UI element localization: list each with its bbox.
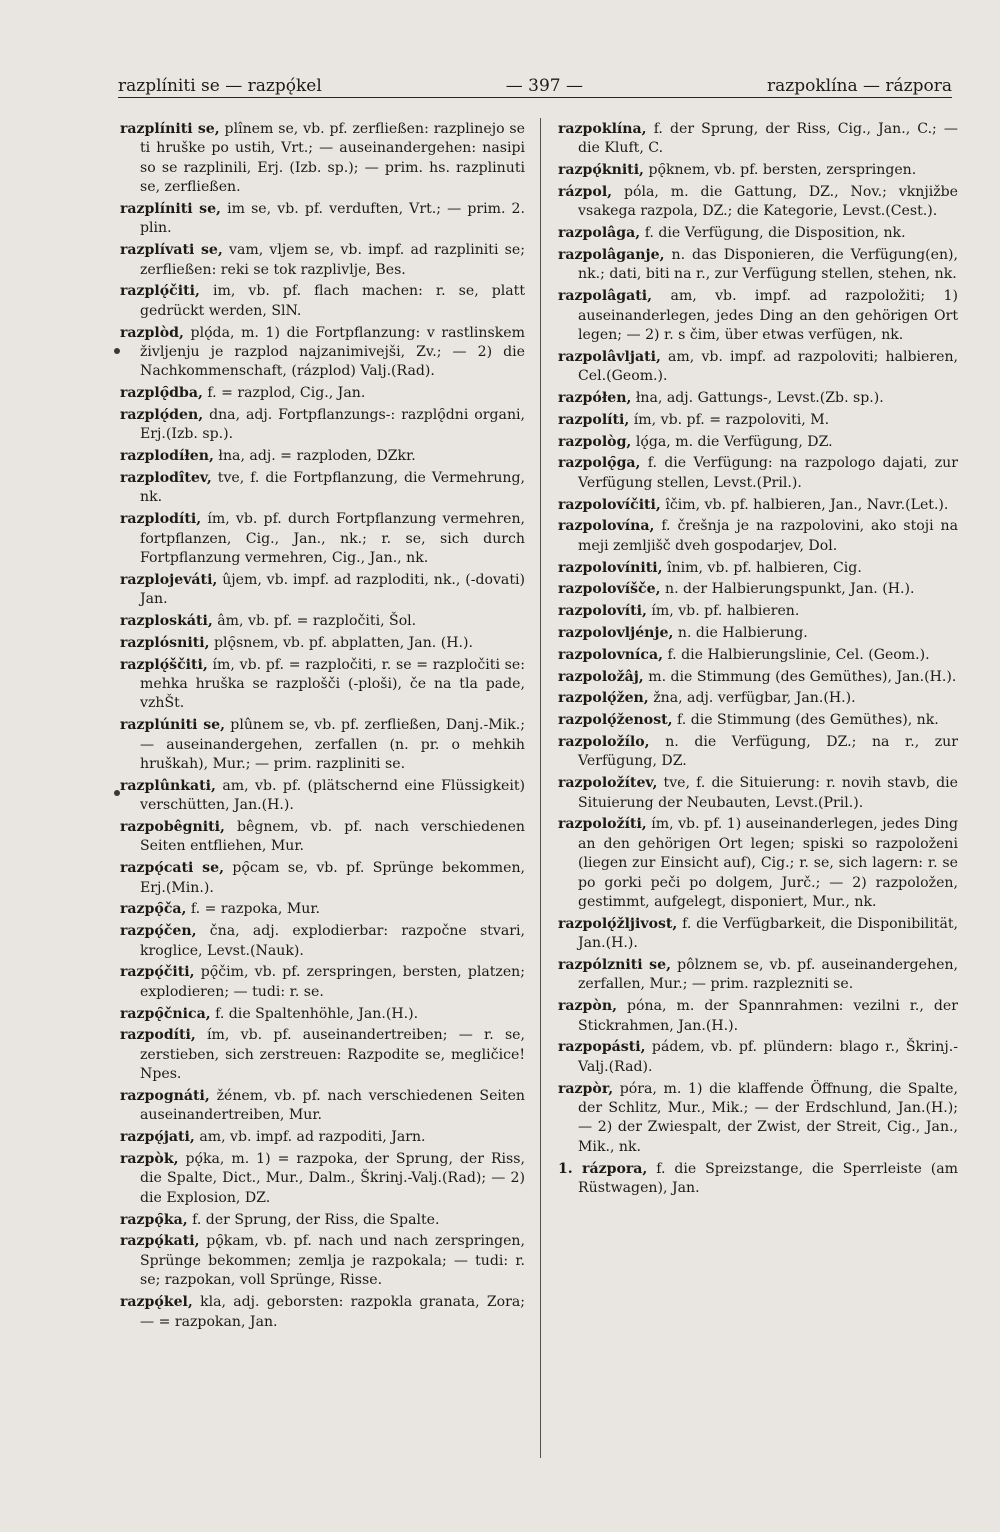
entry-definition: ím, vb. pf. 1) auseinanderlegen, jedes Ding an den gehörigen Ort legen; spiski so razpoloženi (liegen zur Einsicht auf), Cig.; r. se, sich lagern: r. se po gorki peči po dolgem, Jurč.; — 2) razpoložen, gestimmt, aufgelegt, disponiert, Mur., nk. [578, 816, 958, 911]
entry-headword: razpǫ̑ka, [120, 1211, 188, 1228]
dictionary-entry [558, 246, 958, 285]
entry-definition: dna, adj. Fortpflanzungs-: razplǫ̑dni organi, Erj.(Izb. sp.). [140, 407, 526, 443]
dictionary-entry [120, 1026, 525, 1084]
entry-headword: razpółen, [558, 390, 632, 407]
dictionary-entry [558, 287, 958, 345]
entry-definition: f. die Verfügung: na razpologo dajati, zur Verfügung stellen, Levst.(Pril.). [578, 455, 958, 491]
entry-definition: f. črešnja je na razpolovini, ako stoji na meji zemljišč dveh gospodarjev, Dol. [578, 518, 959, 554]
entry-headword: 1. rázpora, [558, 1160, 648, 1177]
dictionary-entry [558, 411, 958, 430]
entry-definition: ím, vb. pf. durch Fortpflanzung vermehren, fortpflanzen, Cig., Jan., nk.; r. se, sich durch Fortpflanzung vermehren, Cig., Jan., nk. [140, 511, 526, 567]
entry-definition: f. die Verfügbarkeit, die Disponibilität, Jan.(H.). [578, 915, 958, 952]
entry-headword: razpǫ́cati se, [120, 860, 224, 877]
entry-definition: pǫ̑knem, vb. pf. bersten, zerspringen. [648, 162, 917, 179]
dictionary-entry [558, 454, 958, 493]
entry-headword: razpolovníca, [558, 646, 663, 663]
entry-definition: im se, vb. pf. verduften, Vrt.; — prim. 2. plin. [140, 201, 525, 237]
entry-headword: razpolǫ́žen, [558, 690, 649, 707]
entry-headword: razpòn, [558, 998, 617, 1015]
entry-definition: f. die Verfügung, die Disposition, nk. [644, 225, 906, 242]
dictionary-entry [120, 241, 525, 280]
entry-headword: razpólzniti se, [558, 957, 671, 974]
entry-headword: razplǫ́ščiti, [120, 656, 208, 673]
entry-definition: ím, vb. pf. = razpoloviti, M. [633, 411, 830, 428]
entry-definition: pôlznem se, vb. pf. auseinandergehen, zerfallen, Mur.; — prim. razplezniti se. [578, 957, 959, 993]
entry-headword: razpǫ́čiti, [120, 964, 195, 981]
entry-definition: im, vb. pf. flach machen: r. se, platt gedrückt werden, SlN. [140, 283, 525, 319]
dictionary-entry [558, 624, 958, 643]
dictionary-entry [558, 689, 958, 708]
entry-headword: razpǫ́kel, [120, 1294, 193, 1311]
header-rule [118, 97, 952, 98]
dictionary-entry [558, 496, 958, 515]
dictionary-entry [558, 183, 958, 222]
entry-headword: razpolovíniti, [558, 559, 663, 576]
entry-definition: f. der Sprung, der Riss, die Spalte. [192, 1211, 440, 1228]
dictionary-entry [558, 348, 958, 387]
dictionary-entry [120, 1005, 525, 1024]
dictionary-entry [558, 915, 958, 954]
dictionary-entry [558, 668, 958, 687]
dictionary-entry [558, 433, 958, 452]
right-column [558, 120, 958, 1201]
entry-headword: razpǫ̑ča, [120, 901, 187, 918]
entry-headword: razplíniti se, [120, 201, 221, 218]
dictionary-entry [120, 282, 525, 321]
dictionary-entry [558, 517, 958, 556]
entry-headword: razplúniti se, [120, 717, 225, 734]
entry-headword: razpǫ́čen, [120, 923, 197, 940]
entry-definition: n. die Halbierung. [677, 625, 808, 641]
entry-headword: razpoložíti, [558, 816, 647, 833]
entry-definition: plînem se, vb. pf. zerfließen: razplinejo se ti hruške po ustih, Vrt.; — auseinandergehen: nasipi so se razplinili, Erj. (Izb. sp.); — prim. hs. razplinuti se, zerfließen. [140, 121, 525, 196]
dictionary-entry [558, 602, 958, 621]
entry-headword: razplodîtev, [120, 470, 212, 487]
entry-definition: f. die Spreizstange, die Sperrleiste (am Rüstwagen), Jan. [578, 1160, 959, 1197]
entry-definition: ím, vb. pf. halbieren. [651, 603, 800, 620]
dictionary-entry [558, 389, 958, 408]
header-right-guideword: razpoklína — rázpora [767, 76, 952, 96]
entry-headword: razpolǫ́ženost, [558, 712, 673, 729]
entry-definition: am, vb. pf. (plätschernd eine Flüssigkeit) verschütten, Jan.(H.). [140, 777, 525, 814]
entry-headword: razpolâganje, [558, 247, 665, 263]
entry-headword: razpobêgniti, [120, 819, 225, 836]
dictionary-entry [120, 120, 525, 198]
entry-definition: ím, vb. pf. auseinandertreiben; — r. se, zerstieben, sich zerstreuen: Razpodite se, megličice! Npes. [140, 1027, 525, 1083]
entry-headword: razpoložítev, [558, 775, 658, 792]
entry-headword: razplodíti, [120, 511, 202, 528]
entry-definition: înim, vb. pf. halbieren, Cig. [666, 559, 862, 576]
entry-definition: am, vb. impf. ad razpoložiti; 1) auseinanderlegen, jedes Ding an den gehörigen Ort legen; — 2) r. s čim, über etwas verfügen, nk. [578, 288, 958, 344]
dictionary-entry [120, 634, 525, 653]
header-left-guideword: razplíniti se — razpǫ́kel [118, 76, 322, 96]
page-number: — 397 — [505, 76, 584, 96]
dictionary-entry [120, 656, 525, 714]
dictionary-entry [120, 1232, 525, 1290]
entry-headword: razpolâvljati, [558, 348, 661, 365]
entry-headword: razpopásti, [558, 1039, 646, 1056]
dictionary-entry [558, 1160, 958, 1199]
entry-definition: žna, adj. verfügbar, Jan.(H.). [653, 690, 856, 707]
entry-headword: razploskáti, [120, 613, 213, 630]
entry-headword: razpolǫ́žljivost, [558, 915, 678, 932]
entry-headword: rázpol, [558, 184, 613, 200]
entry-definition: póra, m. 1) die klaffende Öffnung, die Spalte, der Schlitz, Mur., Mik.; — der Erdschlund, Jan.(H.); — 2) der Zwiespalt, der Zwist, der Streit, Cig., Jan., Mik., nk. [578, 1080, 958, 1155]
entry-definition: pǫ̑čim, vb. pf. zerspringen, bersten, platzen; explodieren; — tudi: r. se. [140, 964, 526, 1000]
entry-headword: razpolovíčiti, [558, 496, 661, 513]
entry-definition: kla, adj. geborsten: razpokla granata, Zora; — = razpokan, Jan. [140, 1294, 526, 1330]
entry-definition: n. das Disponieren, die Verfügung(en), nk.; dati, biti na r., zur Verfügung stellen, stehen, nk. [578, 247, 958, 283]
dictionary-entry [120, 324, 525, 382]
dictionary-entry [120, 612, 525, 631]
dictionary-entry [120, 1293, 525, 1332]
entry-definition: pǫ̑kam, vb. pf. nach und nach zerspringen, Sprünge bekommen; zemlja je razpokala; — tudi: r. se; razpokan, voll Sprünge, Risse. [140, 1233, 525, 1289]
entry-definition: lǫ́ga, m. die Verfügung, DZ. [635, 433, 833, 450]
entry-definition: n. die Verfügung, DZ.; na r., zur Verfügung, DZ. [578, 733, 958, 770]
entry-definition: f. die Stimmung (des Gemüthes), nk. [677, 712, 939, 729]
dictionary-entry [558, 224, 958, 243]
entry-definition: plǫ̑snem, vb. pf. abplatten, Jan. (H.). [213, 634, 473, 651]
dictionary-entry [120, 777, 525, 816]
entry-definition: pǫ́ka, m. 1) = razpoka, der Sprung, der Riss, die Spalte, Dict., Mur., Dalm., Škrinj.-Valj.(Rad); — 2) die Explosion, DZ. [140, 1151, 526, 1206]
entry-headword: razpolovíšče, [558, 581, 661, 598]
entry-headword: razplíniti se, [120, 121, 220, 137]
entry-definition: łna, adj. = razploden, DZkr. [218, 448, 416, 465]
dictionary-entry [558, 815, 958, 912]
entry-headword: razpǫ̑čnica, [120, 1005, 211, 1022]
entry-headword: razplǫ̑dba, [120, 385, 203, 402]
dictionary-entry [120, 716, 525, 774]
entry-definition: póna, m. der Spannrahmen: vezilni r., der Stickrahmen, Jan.(H.). [578, 998, 958, 1034]
entry-headword: razpoklína, [558, 121, 647, 137]
entry-headword: razpòk, [120, 1151, 179, 1168]
entry-headword: razpoložâj, [558, 668, 644, 685]
dictionary-entry [120, 510, 525, 568]
dictionary-entry [558, 646, 958, 665]
dictionary-entry [120, 922, 525, 961]
dictionary-entry [558, 580, 958, 599]
dictionary-entry [558, 711, 958, 730]
dictionary-entry [120, 447, 525, 466]
entry-definition: plûnem se, vb. pf. zerfließen, Danj.-Mik.; — auseinandergehen, zerfallen (n. pr. o mehkih hruškah), Mur.; — prim. razpliniti se. [140, 717, 525, 773]
column-divider [540, 118, 541, 1458]
dictionary-entry [120, 406, 525, 445]
entry-headword: razpolâgati, [558, 288, 653, 305]
dictionary-entry [120, 200, 525, 239]
dictionary-entry [558, 1080, 958, 1158]
dictionary-entry [558, 956, 958, 995]
entry-definition: f. die Halbierungslinie, Cel. (Geom.). [667, 646, 930, 663]
entry-definition: vam, vljem se, vb. impf. ad razpliniti se; zerfließen: reki se tok razplivlje, Bes. [140, 242, 525, 278]
entry-definition: ím, vb. pf. = razpločiti, r. se = razpločiti se: mehka hruška se razplošči (-ploši), če na tla pade, vzhŠt. [140, 656, 525, 712]
dictionary-entry [120, 818, 525, 857]
entry-headword: razplívati se, [120, 242, 223, 259]
entry-definition: îčim, vb. pf. halbieren, Jan., Navr.(Let.). [665, 496, 949, 513]
dictionary-entry [120, 469, 525, 508]
entry-headword: razpǫ́kati, [120, 1233, 200, 1250]
entry-headword: razpolovína, [558, 518, 655, 535]
entry-headword: razpolíti, [558, 411, 630, 428]
entry-headword: razpolâga, [558, 225, 641, 242]
dictionary-entry [120, 1150, 525, 1208]
entry-definition: m. die Stimmung (des Gemüthes), Jan.(H.). [648, 668, 957, 685]
entry-headword: razpolovljénje, [558, 625, 674, 641]
dictionary-entry [558, 1038, 958, 1077]
entry-definition: n. der Halbierungspunkt, Jan. (H.). [665, 581, 915, 598]
entry-definition: póla, m. die Gattung, DZ., Nov.; vknjižbe vsakega razpola, DZ.; die Kategorie, Levst.(Cest.). [578, 184, 958, 220]
entry-headword: razplǫ́čiti, [120, 283, 200, 300]
entry-headword: razpoložílo, [558, 733, 650, 750]
dictionary-entry [558, 997, 958, 1036]
entry-definition: âm, vb. pf. = razpločiti, Šol. [217, 613, 417, 630]
dictionary-entry [558, 120, 958, 159]
dictionary-entry [120, 900, 525, 919]
entry-definition: pǫ̑cam se, vb. pf. Sprünge bekommen, Erj.(Min.). [140, 860, 526, 896]
entry-definition: pádem, vb. pf. plündern: blago r., Škrinj.-Valj.(Rad). [578, 1039, 958, 1075]
entry-definition: bêgnem, vb. pf. nach verschiedenen Seiten entfliehen, Mur. [140, 819, 525, 855]
entry-definition: am, vb. impf. ad razpoloviti; halbieren, Cel.(Geom.). [578, 348, 958, 385]
entry-headword: razpològ, [558, 433, 632, 450]
dictionary-entry [120, 1087, 525, 1126]
entry-definition: am, vb. impf. ad razpoditi, Jarn. [199, 1129, 426, 1146]
dictionary-entry [558, 733, 958, 772]
entry-definition: f. der Sprung, der Riss, Cig., Jan., C.; — die Kluft, C. [578, 121, 958, 157]
dictionary-entry [120, 859, 525, 898]
entry-definition: čna, adj. explodierbar: razpočne stvari, kroglice, Levst.(Nauk). [140, 923, 525, 959]
entry-headword: razpognáti, [120, 1088, 210, 1105]
entry-definition: žénem, vb. pf. nach verschiedenen Seiten auseinandertreiben, Mur. [140, 1088, 525, 1124]
running-header [118, 58, 952, 96]
entry-headword: razpolǫ̑ga, [558, 455, 641, 472]
entry-headword: razplósniti, [120, 634, 210, 651]
entry-definition: ûjem, vb. impf. ad razploditi, nk., (-dovati) Jan. [140, 571, 525, 608]
entry-definition: tve, f. die Situierung: r. novih stavb, die Situierung der Neubauten, Levst.(Pril.). [578, 775, 958, 811]
dictionary-entry [558, 559, 958, 578]
entry-headword: razplǫ́den, [120, 407, 204, 424]
dictionary-entry [120, 963, 525, 1002]
dictionary-entry [558, 161, 958, 180]
entry-definition: łna, adj. Gattungs-, Levst.(Zb. sp.). [635, 390, 884, 407]
entry-definition: f. = razplod, Cig., Jan. [207, 385, 366, 402]
dictionary-entry [558, 774, 958, 813]
dictionary-entry [120, 1128, 525, 1147]
entry-definition: f. = razpoka, Mur. [190, 901, 321, 918]
entry-definition: tve, f. die Fortpflanzung, die Vermehrung, nk. [140, 470, 525, 506]
entry-headword: razpodíti, [120, 1027, 196, 1044]
entry-headword: razpǫ́kniti, [558, 162, 644, 179]
entry-headword: razplojeváti, [120, 571, 218, 588]
left-column [120, 120, 525, 1334]
entry-headword: razplodíłen, [120, 448, 214, 465]
entry-headword: razplûnkati, [120, 777, 216, 794]
entry-headword: razpòr, [558, 1080, 614, 1097]
dictionary-entry [120, 384, 525, 403]
entry-headword: razpǫ́jati, [120, 1129, 195, 1146]
entry-headword: razpolovíti, [558, 603, 647, 620]
entry-headword: razplòd, [120, 324, 184, 341]
entry-definition: f. die Spaltenhöhle, Jan.(H.). [215, 1005, 419, 1022]
entry-definition: plǫ́da, m. 1) die Fortpflanzung: v rastlinskem življenju je razplod najzanimivejši, Zv.; — 2) die Nachkommenschaft, (rázplod) Valj.(Rad). [140, 324, 525, 380]
dictionary-entry [120, 571, 525, 610]
dictionary-entry [120, 1211, 525, 1230]
